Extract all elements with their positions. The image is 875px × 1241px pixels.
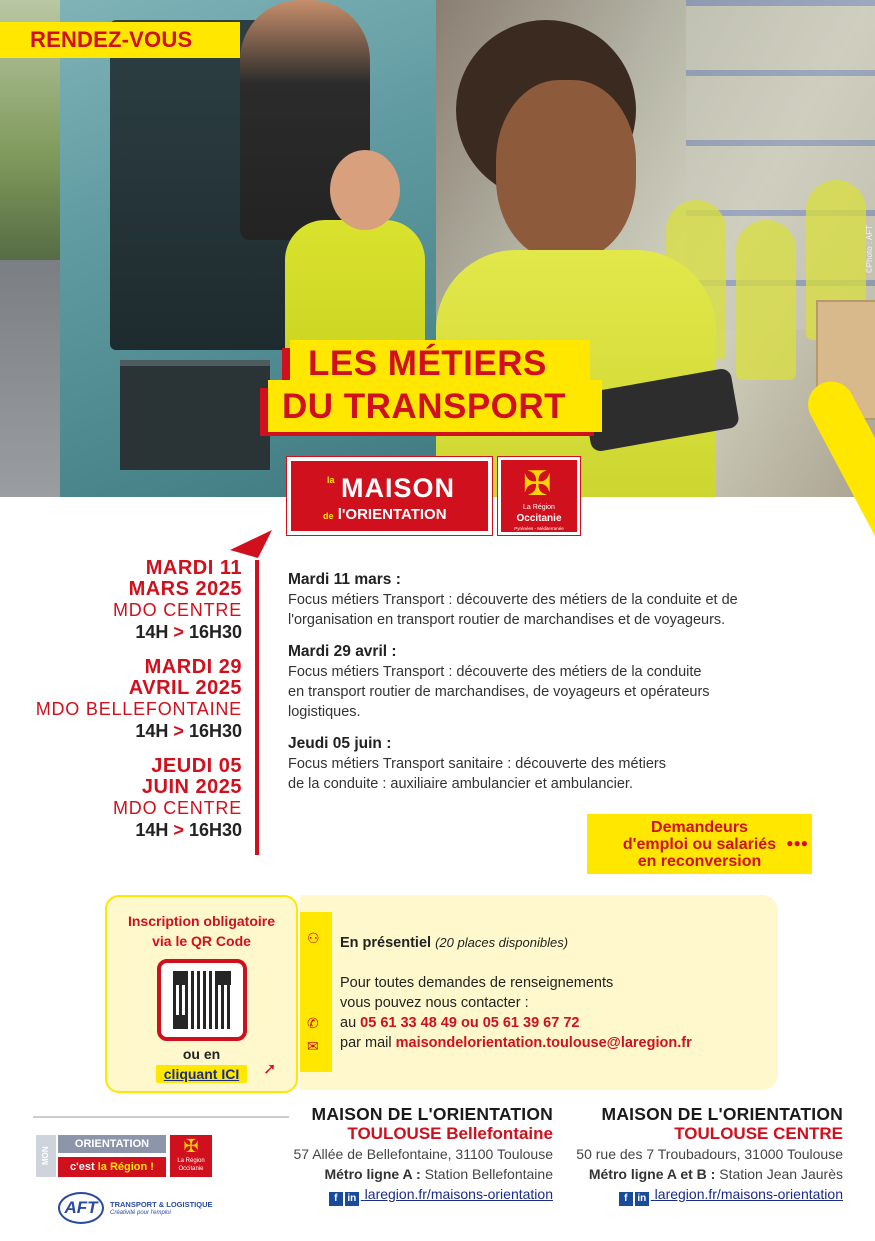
region-occitanie-logo bbox=[498, 457, 580, 535]
arrow-icon: > bbox=[173, 820, 184, 840]
group-icon: ⚇ bbox=[307, 930, 320, 946]
date-place: MDO CENTRE bbox=[113, 798, 242, 818]
phone-icon: ✆ bbox=[307, 1015, 319, 1031]
address-web bbox=[285, 1184, 553, 1206]
audience-line-1: Demandeurs bbox=[651, 819, 748, 836]
address-city: TOULOUSE Bellefontaine bbox=[347, 1124, 553, 1143]
yellow-decoration bbox=[790, 395, 870, 595]
email-link[interactable]: maisondelorientation.toulouse@laregion.fr bbox=[395, 1035, 692, 1051]
address-web bbox=[560, 1184, 843, 1206]
registration-title-1: Inscription obligatoire bbox=[127, 913, 275, 929]
mon-label: MON bbox=[36, 1135, 56, 1177]
website-link[interactable]: laregion.fr/maisons-orientation bbox=[654, 1186, 843, 1202]
mon-orientation-logo bbox=[36, 1135, 166, 1177]
title-line-2: DU TRANSPORT bbox=[282, 387, 567, 426]
arrow-icon: > bbox=[173, 622, 184, 642]
small-region-label: La Région Occitanie bbox=[177, 1158, 205, 1172]
event-title: Mardi 29 avril : bbox=[288, 643, 397, 660]
date-block bbox=[0, 558, 242, 644]
logo-occitanie-label: Occitanie bbox=[516, 513, 562, 524]
arrow-icon: > bbox=[173, 721, 184, 741]
footer-divider bbox=[33, 1116, 289, 1118]
event-item bbox=[288, 570, 828, 630]
qr-code[interactable] bbox=[173, 971, 231, 1029]
date-time: 14H > 16H30 bbox=[135, 820, 242, 840]
info-text bbox=[340, 933, 770, 1053]
event-description: Focus métiers Transport sanitaire : découverte des métiers de la conduite : auxiliaire ambulancier et ambulancier. bbox=[288, 756, 666, 792]
places-available: (20 places disponibles) bbox=[435, 935, 569, 950]
address-street: 50 rue des 7 Troubadours, 31000 Toulouse bbox=[576, 1146, 843, 1162]
event-title: Jeudi 05 juin : bbox=[288, 735, 392, 752]
address-name: MAISON DE L'ORIENTATION bbox=[311, 1104, 553, 1124]
registration-title-2: via le QR Code bbox=[152, 933, 251, 949]
date-block bbox=[0, 657, 242, 743]
date-place: MDO CENTRE bbox=[113, 600, 242, 620]
rendez-vous-badge bbox=[0, 22, 240, 58]
occitan-cross-icon: ✠ bbox=[183, 1136, 199, 1156]
presence-mode: En présentiel bbox=[340, 935, 432, 951]
facebook-icon[interactable]: f bbox=[619, 1192, 633, 1206]
address-street: 57 Allée de Bellefontaine, 31100 Toulouse bbox=[293, 1146, 553, 1162]
timeline-line bbox=[255, 560, 259, 855]
cest-la-region: c'est la Région ! bbox=[58, 1157, 166, 1177]
aft-line-1: TRANSPORT & LOGISTIQUE bbox=[110, 1200, 213, 1209]
date-day: MARDI 11 bbox=[145, 557, 242, 579]
date-month: JUIN 2025 bbox=[141, 776, 242, 798]
aft-line-2: Créativité pour l'emploi bbox=[110, 1210, 171, 1216]
register-link[interactable]: cliquant ICI bbox=[156, 1065, 247, 1083]
address-metro: Métro ligne A : Station Bellefontaine bbox=[324, 1166, 553, 1182]
maison-orientation-logo bbox=[287, 457, 492, 535]
date-block bbox=[0, 756, 242, 842]
logo-region-sub: Pyrénées - Méditerranée bbox=[514, 526, 564, 531]
rendez-vous-label: RENDEZ-VOUS bbox=[30, 27, 193, 52]
red-tick-decoration bbox=[228, 528, 274, 558]
events-list bbox=[288, 570, 828, 806]
linkedin-icon[interactable]: in bbox=[345, 1192, 359, 1206]
audience-line-2: d'emploi ou salariés bbox=[622, 836, 777, 853]
cursor-click-icon: ➚ bbox=[263, 1061, 277, 1078]
orientation-label: ORIENTATION bbox=[58, 1135, 166, 1153]
people-icon: ●●● bbox=[786, 836, 808, 850]
address-metro: Métro ligne A et B : Station Jean Jaurès bbox=[588, 1166, 843, 1182]
date-day: MARDI 29 bbox=[144, 656, 242, 678]
event-item bbox=[288, 734, 828, 794]
logo-region-label: La Région bbox=[523, 504, 555, 511]
event-title: Mardi 11 mars : bbox=[288, 571, 401, 588]
date-time: 14H > 16H30 bbox=[135, 622, 242, 642]
audience-line-3: en reconversion bbox=[637, 853, 762, 870]
address-bellefontaine bbox=[285, 1104, 553, 1206]
logo-la: la bbox=[327, 475, 335, 485]
event-description: Focus métiers Transport : découverte des métiers de la conduite en transport routier de marchandises, de voyageurs et opérateurs logistiques. bbox=[288, 664, 710, 720]
event-item bbox=[288, 642, 828, 722]
date-month: MARS 2025 bbox=[128, 578, 242, 600]
phone-numbers[interactable]: 05 61 33 48 49 ou 05 61 39 67 72 bbox=[360, 1015, 580, 1031]
aft-logo bbox=[58, 1190, 258, 1226]
address-centre bbox=[560, 1104, 843, 1206]
photo-credit: ©Photo : AFT bbox=[865, 225, 874, 274]
or-label: ou en bbox=[182, 1046, 221, 1062]
page-title bbox=[282, 340, 600, 432]
date-month: AVRIL 2025 bbox=[128, 677, 242, 699]
address-city: TOULOUSE CENTRE bbox=[674, 1124, 843, 1143]
website-link[interactable]: laregion.fr/maisons-orientation bbox=[364, 1186, 553, 1202]
facebook-icon[interactable]: f bbox=[329, 1192, 343, 1206]
event-description: Focus métiers Transport : découverte des métiers de la conduite et de l'organisation en transport routier de marchandises et de voyageurs. bbox=[288, 592, 738, 628]
small-region-logo bbox=[170, 1135, 212, 1177]
qr-code-frame[interactable] bbox=[157, 959, 247, 1041]
aft-mark: AFT bbox=[58, 1192, 104, 1224]
contact-line-1: Pour toutes demandes de renseignements bbox=[340, 975, 614, 991]
address-name: MAISON DE L'ORIENTATION bbox=[601, 1104, 843, 1124]
mail-icon: ✉ bbox=[307, 1038, 319, 1054]
audience-badge bbox=[587, 814, 812, 874]
contact-line-2: vous pouvez nous contacter : bbox=[340, 995, 529, 1011]
date-time: 14H > 16H30 bbox=[135, 721, 242, 741]
logo-orientation-word: de l'ORIENTATION bbox=[323, 506, 447, 523]
dates-column bbox=[0, 558, 242, 855]
mail-prefix: par mail bbox=[340, 1035, 392, 1051]
logo-maison-word: MAISON bbox=[341, 473, 455, 503]
date-place: MDO BELLEFONTAINE bbox=[35, 699, 242, 719]
linkedin-icon[interactable]: in bbox=[635, 1192, 649, 1206]
date-day: JEUDI 05 bbox=[151, 755, 242, 777]
occitan-cross-icon: ✠ bbox=[523, 465, 552, 503]
title-line-1: LES MÉTIERS bbox=[308, 344, 547, 383]
registration-box bbox=[105, 895, 298, 1093]
phone-prefix: au bbox=[340, 1015, 357, 1031]
